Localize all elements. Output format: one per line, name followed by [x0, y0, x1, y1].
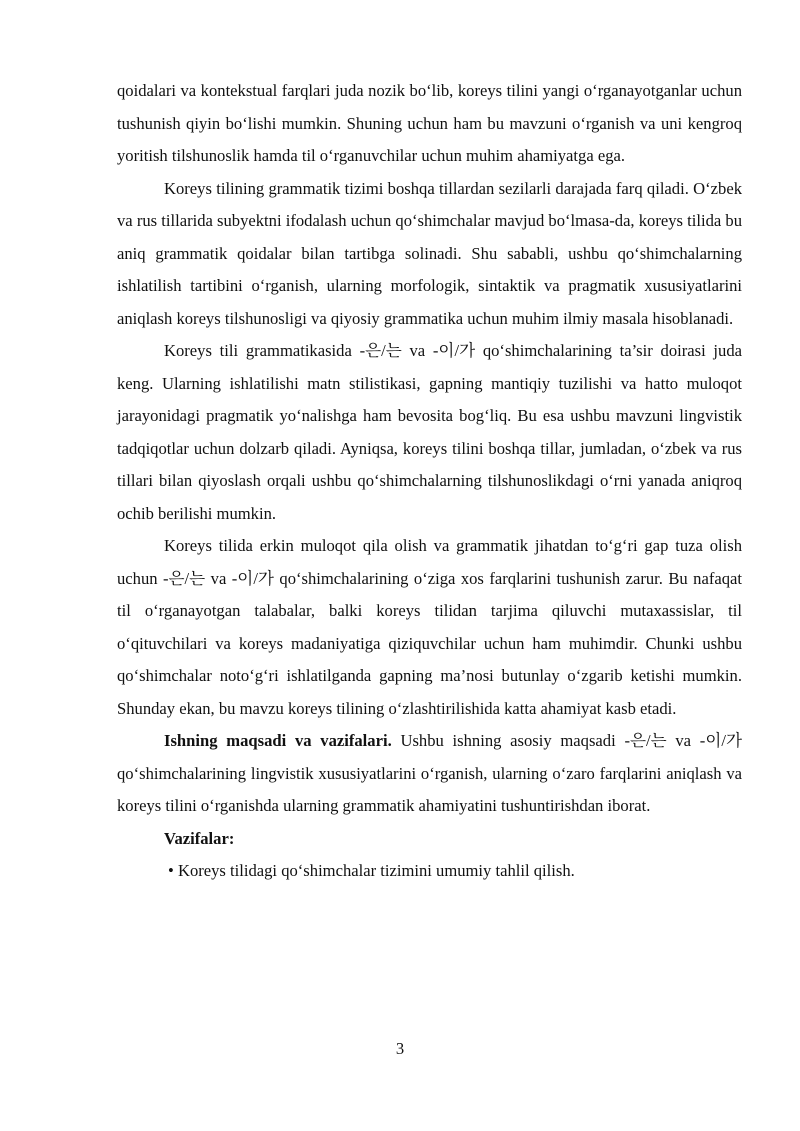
- tasks-label: Vazifalar:: [164, 828, 235, 848]
- page-number: 3: [395, 1039, 405, 1058]
- paragraph-continuation: qoidalari va kontekstual farqlari juda nozik bo‘lib, koreys tilini yangi o‘rganayotganlar uchun tushunish qiyin bo‘lishi mumkin. Shuning uchun ham bu mavzuni o‘rganish va uni kengroq yoritish tilshunoslik hamda til o‘rganuvchilar uchun muhim ahamiyatga ega.: [117, 81, 742, 165]
- page-content: [117, 75, 742, 888]
- goals-body: Ushbu ishning asosiy maqsadi -은/는 va -이/가 qo‘shimchalarining lingvistik xususiyatlarini o‘rganish, ularning o‘zaro farqlarini aniqlash va koreys tilini o‘rganishda ularning grammatik ahamiyatini tushuntirishdan iborat.: [117, 731, 742, 815]
- list-item: • Koreys tilidagi qo‘shimchalar tizimini umumiy tahlil qilish.: [168, 861, 575, 880]
- paragraph-grammar-system: Koreys tilining grammatik tizimi boshqa tillardan sezilarli darajada farq qiladi. O‘zbek va rus tillarida subyektni ifodalash uchun qo‘shimchalar mavjud bo‘lmasa-da, koreys tilida bu aniq grammatik qoidalar bilan tartibga solinadi. Shu sababli, ushbu qo‘shimchalarning ishlatilish tartibini o‘rganish, ularning morfologik, sintaktik va pragmatik xususiyatlarini aniqlash koreys tilshunosligi va qiyosiy grammatika uchun muhim ilmiy masala hisoblanadi.: [117, 178, 742, 328]
- paragraph-suffix-scope: Koreys tili grammatikasida -은/는 va -이/가 qo‘shimchalarining ta’sir doirasi juda keng. Ularning ishlatilishi matn stilistikasi, gapning mantiqiy tuzilishi va hatto muloqot jarayonidagi pragmatik yo‘nalishga ham bevosita bog‘liq. Bu esa ushbu mavzuni lingvistik tadqiqotlar uchun dolzarb qiladi. Ayniqsa, koreys tilini boshqa tillar, jumladan, o‘zbek va rus tillari bilan qiyoslash orqali ushbu qo‘shimchalarning tilshunoslikdagi o‘rni yanada aniqroq ochib berilishi mumkin.: [117, 341, 742, 523]
- paragraph-communication: Koreys tilida erkin muloqot qila olish va grammatik jihatdan to‘g‘ri gap tuza olish uchun -은/는 va -이/가 qo‘shimchalarining o‘ziga xos farqlarini tushunish zarur. Bu nafaqat til o‘rganayotgan talabalar, balki koreys tilidan tarjima qiluvchi mutaxassislar, til o‘qituvchilari va koreys madaniyatiga qiziquvchilar uchun ham muhimdir. Chunki ushbu qo‘shimchalar noto‘g‘ri ishlatilganda gapning ma’nosi butunlay o‘zgarib ketishi mumkin. Shunday ekan, bu mavzu koreys tilining o‘zlashtirilishida katta ahamiyat kasb etadi.: [117, 536, 742, 718]
- paragraph-goals: [117, 725, 742, 823]
- goals-heading: Ishning maqsadi va vazifalari.: [164, 731, 392, 750]
